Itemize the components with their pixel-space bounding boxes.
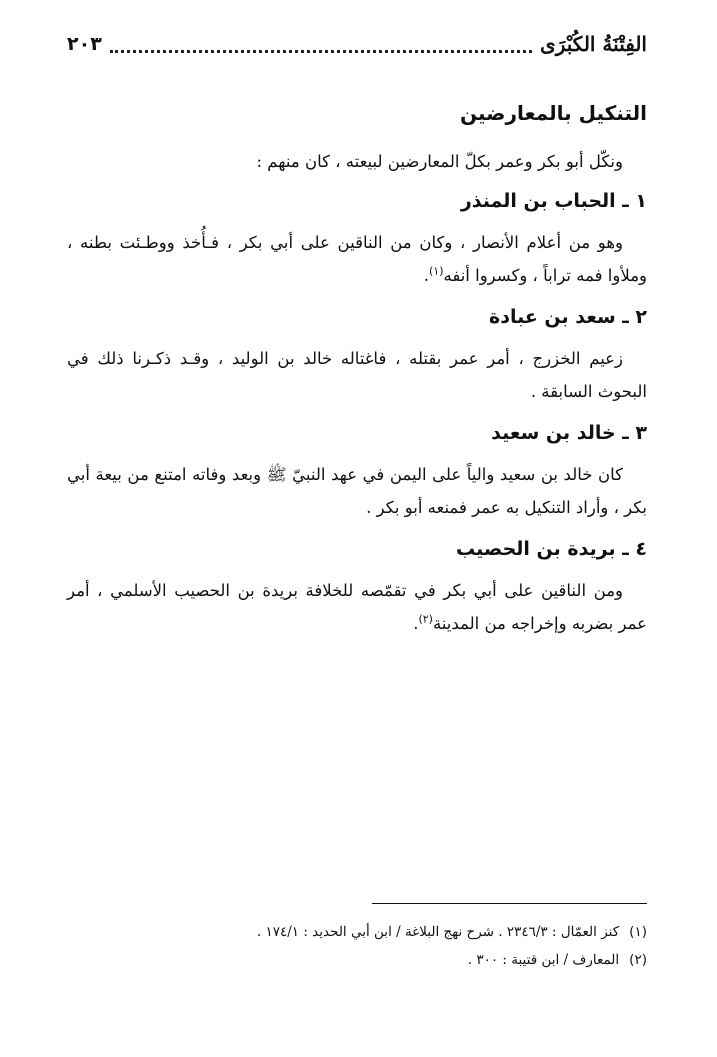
section-intro: ونكّل أبو بكر وعمر بكلّ المعارضين لبيعته ، كان منهم :	[256, 152, 623, 171]
item-paragraph-2	[67, 342, 647, 408]
item-tail-1: .	[423, 266, 429, 285]
footnote-text-2: المعارف / ابن قتيبة : ٣٠٠ .	[467, 952, 620, 968]
running-header	[67, 24, 647, 64]
footnote-ref-2[interactable]: (٢)	[418, 612, 433, 626]
item-heading-3: ٣ ـ خالد بن سعيد	[491, 422, 647, 444]
item-heading-1: ١ ـ الحباب بن المنذر	[460, 190, 647, 212]
item-text-1: وهو من أعلام الأنصار ، وكان من الناقين على أبي بكر ، فـأُخذ ووطـئت بطنه ، وملأوا فمه تراباً ، وكسروا أنفه	[67, 233, 647, 285]
item-paragraph-4	[67, 574, 647, 640]
item-heading-4: ٤ ـ بريدة بن الحصيب	[455, 538, 647, 560]
item-paragraph-3	[67, 458, 647, 524]
footnote-2	[67, 946, 647, 974]
footnote-number-2: (٢)	[629, 952, 647, 968]
page-number: ٢٠٣	[67, 33, 102, 55]
section-title: التنكيل بالمعارضين	[459, 101, 647, 125]
page-body	[67, 96, 647, 648]
item-text-4: ومن الناقين على أبي بكر في تقمّصه للخلافة بريدة بن الحصيب الأسلمي ، أمر عمر بضربه وإخراجه من المدينة	[67, 581, 647, 633]
item-heading-2: ٢ ـ سعد بن عبادة	[488, 306, 647, 328]
footnote-number-1: (١)	[629, 924, 647, 940]
footnote-separator	[372, 903, 647, 904]
footnote-text-1: كنز العمّال : ٢٣٤٦/٣ . شرح نهج البلاغة / ابن أبي الحديد : ١٧٤/١ .	[256, 924, 620, 940]
header-dot-leader	[110, 36, 532, 53]
item-paragraph-1	[67, 226, 647, 292]
item-text-3: كان خالد بن سعيد والياً على اليمن في عهد النبيّ ﷺ وبعد وفاته امتنع من بيعة أبي بكر ، وأراد التنكيل به عمر فمنعه أبو بكر .	[67, 465, 647, 517]
footnotes	[67, 918, 647, 974]
item-tail-4: .	[413, 614, 419, 633]
footnote-ref-1[interactable]: (١)	[428, 264, 444, 278]
item-text-2: زعيم الخزرج ، أمر عمر بقتله ، فاغتاله خالد بن الوليد ، وقـد ذكـرنا ذلك في البحوث السابقة .	[67, 349, 647, 401]
book-title: الفِتْنَةُ الكُبْرَى	[540, 32, 647, 56]
footnote-1	[67, 918, 647, 946]
